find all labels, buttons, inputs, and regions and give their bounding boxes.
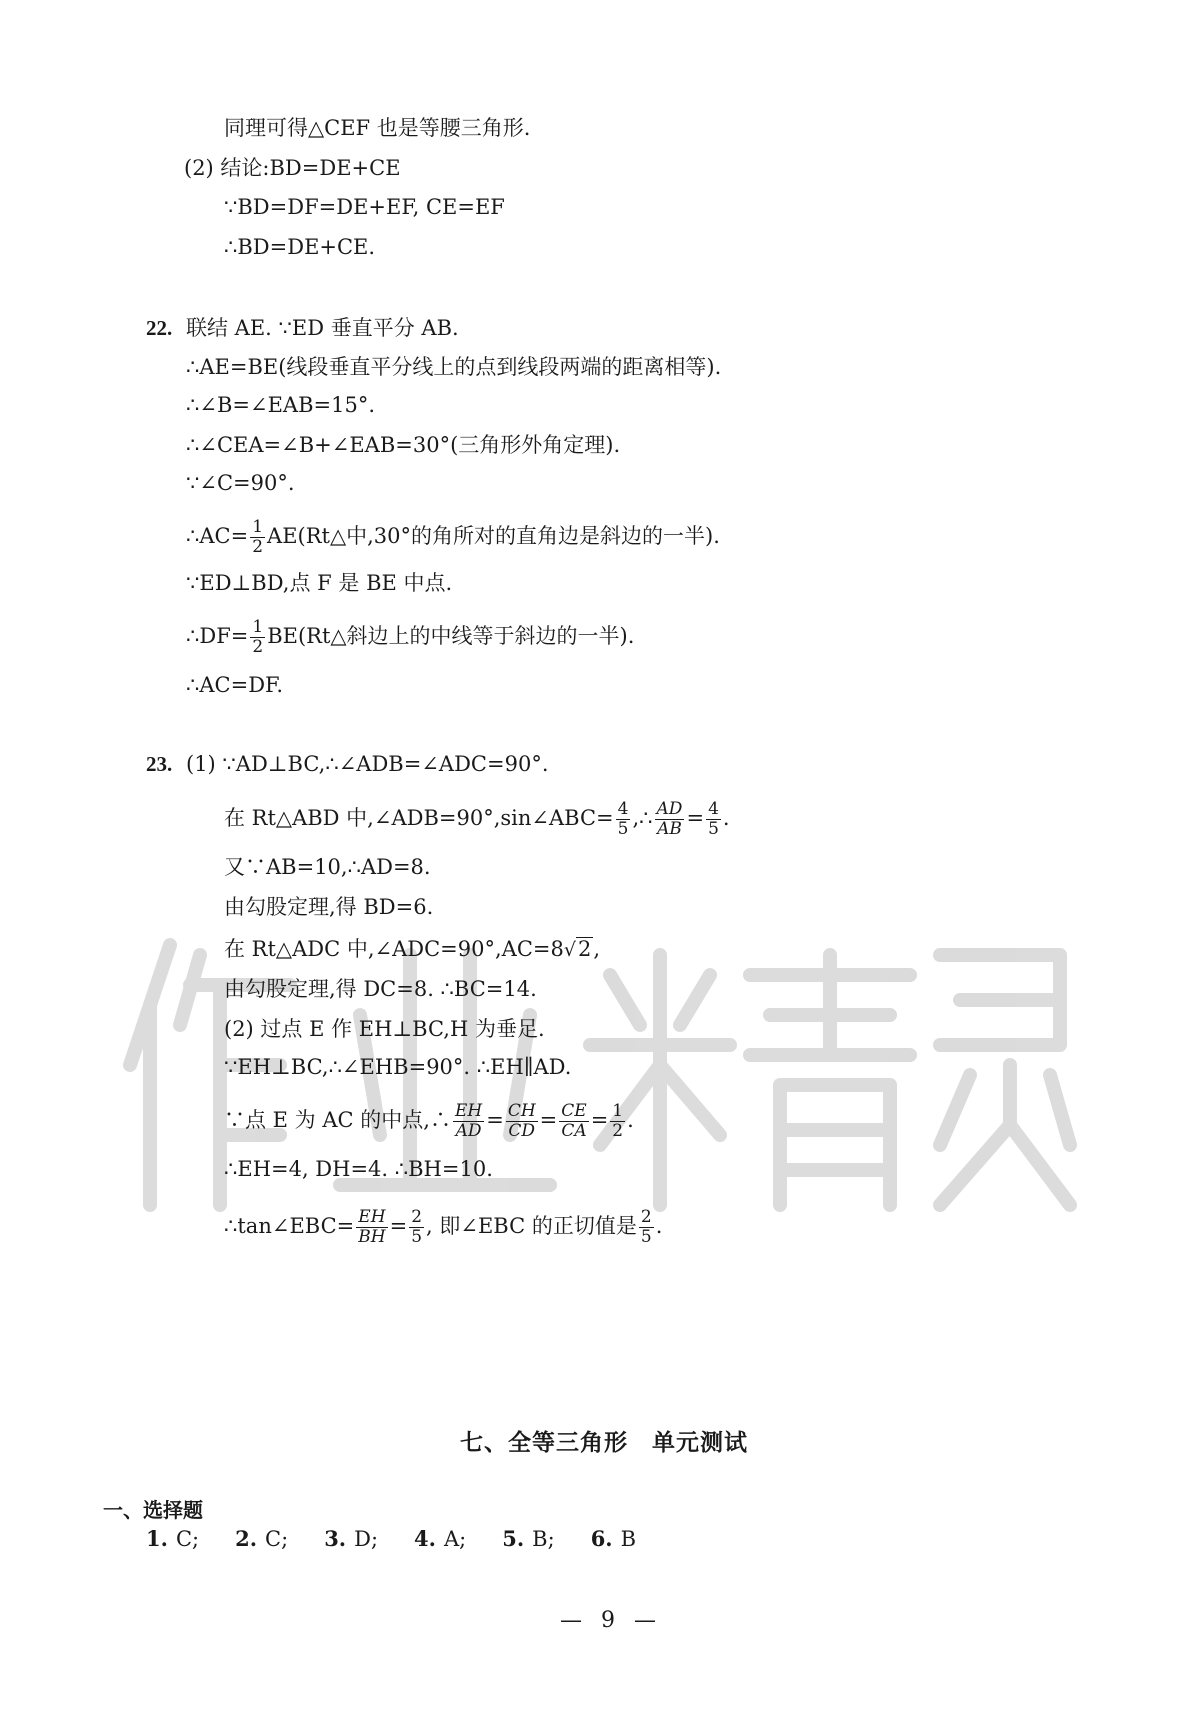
fraction-AD-AB: $\frac{AD}{AB}$: [656, 799, 683, 839]
answer-number: 6.: [590, 1526, 613, 1551]
p22-line-4: ∴∠CEA=∠B+∠EAB=30°(三角形外角定理).: [186, 433, 621, 457]
p22-line-1: 联结 AE. ∵ED 垂直平分 AB.: [186, 316, 459, 340]
answer-number: 2.: [235, 1526, 258, 1551]
answer-number: 3.: [324, 1526, 347, 1551]
p23-line-7: (2) 过点 E 作 EH⊥BC,H 为垂足.: [224, 1017, 545, 1041]
p22-line-6-end: AE(Rt△中,30°的角所对的直角边是斜边的一半).: [267, 524, 720, 548]
p22-line-6-start: ∴AC=: [186, 524, 249, 548]
p21-line-4: ∴BD=DE+CE.: [224, 235, 376, 259]
fraction-4-5: $\frac{4}{5}$: [617, 799, 629, 839]
answer-item: [146, 1527, 199, 1551]
p22-line-8-end: BE(Rt△斜边上的中线等于斜边的一半).: [267, 624, 635, 648]
p23-line-5: 在 Rt△ADC 中,∠ADC=90°,AC=8√2,: [224, 937, 601, 961]
fraction-one-half-2: $\frac{1}{2}$: [252, 617, 264, 657]
answer-choice: C;: [175, 1527, 200, 1551]
answer-item: [235, 1527, 288, 1551]
answer-item: [414, 1527, 466, 1551]
fraction-4-5-2: $\frac{4}{5}$: [708, 799, 719, 839]
sqrt-2: 2: [577, 937, 592, 961]
fraction-CH-CD: $\frac{CH}{CD}$: [507, 1101, 536, 1141]
p21-line-3: ∵BD=DF=DE+EF, CE=EF: [224, 195, 505, 219]
p21-line-1: 同理可得△CEF 也是等腰三角形.: [224, 116, 531, 140]
answer-item: [324, 1527, 378, 1551]
p23-line-6: 由勾股定理,得 DC=8. ∴BC=14.: [224, 977, 537, 1001]
p23-line-10: ∴EH=4, DH=4. ∴BH=10.: [224, 1157, 493, 1181]
p22-line-7: ∵ED⊥BD,点 F 是 BE 中点.: [186, 571, 453, 595]
answer-choice: B: [620, 1527, 637, 1551]
page-number: — 9 —: [560, 1608, 662, 1633]
p22-line-8: [186, 618, 634, 657]
answer-choice: D;: [354, 1527, 379, 1551]
fraction-EH-AD: $\frac{EH}{AD}$: [454, 1101, 483, 1141]
p23-line-3: 又∵AB=10,∴AD=8.: [224, 855, 431, 879]
fraction-1-2: $\frac{1}{2}$: [612, 1101, 624, 1141]
answer-list: [146, 1524, 672, 1554]
p22-line-6: [186, 518, 720, 557]
p22-line-3: ∴∠B=∠EAB=15°.: [186, 393, 375, 417]
fraction-2-5: $\frac{2}{5}$: [411, 1207, 423, 1247]
p23-line-2: 在 Rt△ABD 中,∠ADB=90°,sin∠ABC= $\frac{4}{5}$ ,∴ $\frac{AD}{AB}$ = $\frac{4}{5}$ .: [224, 799, 730, 839]
answer-number: 1.: [146, 1526, 168, 1551]
answer-choice: C;: [265, 1527, 289, 1551]
p22-line-5: ∵∠C=90°.: [186, 471, 295, 495]
p23-line-8: ∵EH⊥BC,∴∠EHB=90°. ∴EH∥AD.: [224, 1055, 572, 1079]
section-heading: 一、选择题: [103, 1498, 203, 1522]
answer-item: [591, 1527, 636, 1551]
fraction-CE-CA: $\frac{CE}{CA}$: [561, 1101, 587, 1141]
answer-choice: A;: [443, 1527, 467, 1551]
p23-line-4: 由勾股定理,得 BD=6.: [224, 895, 434, 919]
p22-line-9: ∴AC=DF.: [186, 673, 284, 697]
answer-choice: B;: [532, 1527, 555, 1551]
fraction-2-5-2: $\frac{2}{5}$: [640, 1207, 652, 1247]
answer-item: [502, 1527, 554, 1551]
p23-line-11: ∴tan∠EBC= $\frac{EH}{BH}$ = $\frac{2}{5}$ , 即∠EBC 的正切值是 $\frac{2}{5}$ .: [224, 1207, 663, 1247]
p21-line-2: (2) 结论:BD=DE+CE: [184, 156, 401, 180]
p22-line-2: ∴AE=BE(线段垂直平分线上的点到线段两端的距离相等).: [186, 355, 722, 379]
section-title: 七、全等三角形 单元测试: [460, 1430, 748, 1456]
answer-number: 4.: [414, 1526, 436, 1551]
fraction-EH-BH: $\frac{EH}{BH}$: [358, 1207, 386, 1247]
answer-number: 5.: [502, 1526, 525, 1551]
p23-number: 23.: [146, 752, 173, 776]
p23-line-9: ∵点 E 为 AC 的中点,∴ $\frac{EH}{AD}$ = $\frac{CH}{CD}$ = $\frac{CE}{CA}$ = $\frac{1}{2}$ .: [224, 1101, 634, 1141]
fraction-one-half: $\frac{1}{2}$: [252, 517, 264, 557]
p22-line-8-start: ∴DF=: [186, 624, 249, 648]
p23-line-1: (1) ∵AD⊥BC,∴∠ADB=∠ADC=90°.: [186, 752, 549, 776]
p22-number: 22.: [146, 316, 173, 340]
